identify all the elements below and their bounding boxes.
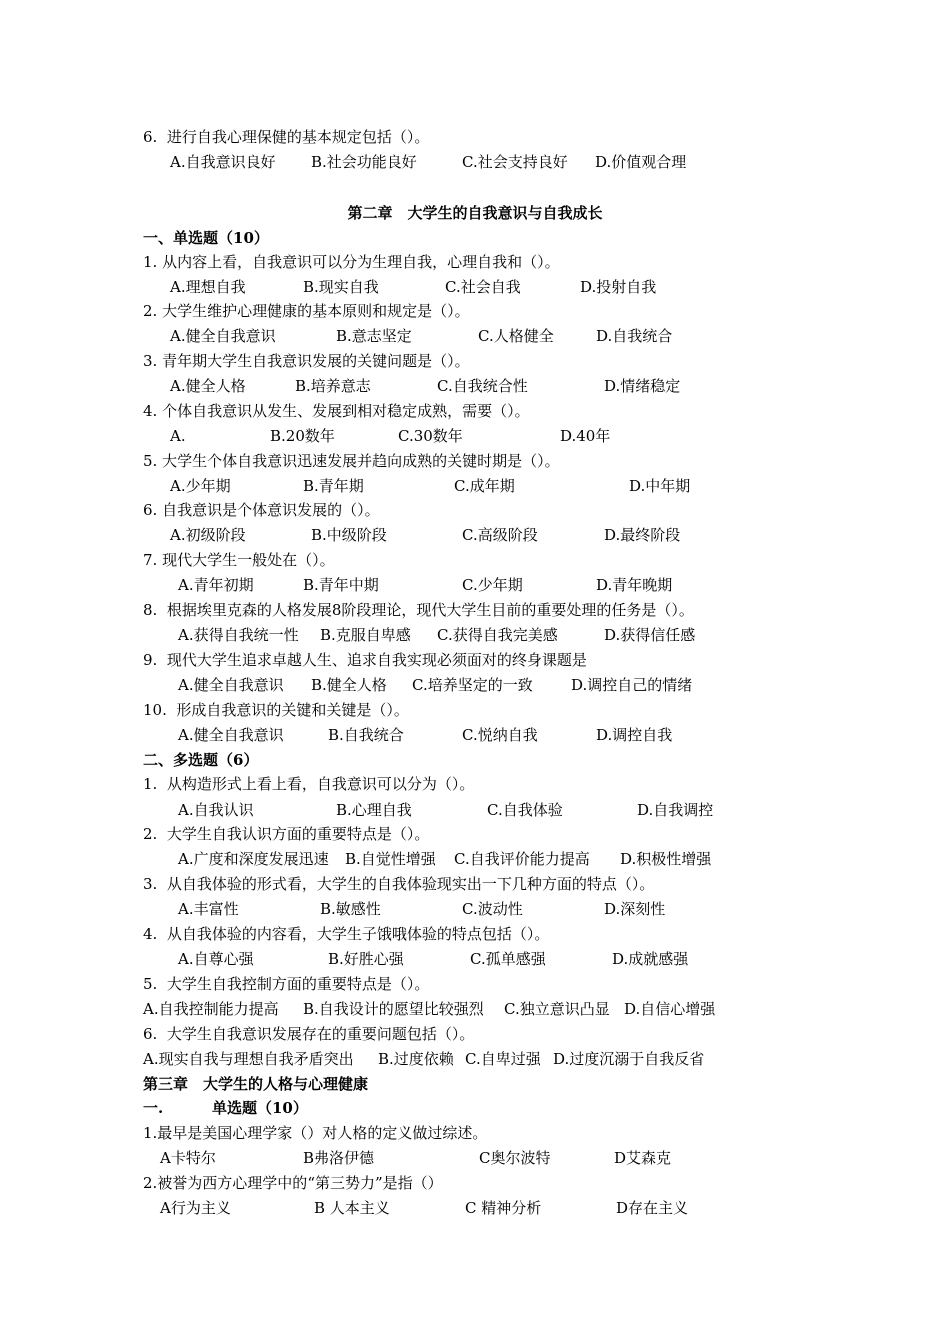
option-a: A.健全自我意识 [178,726,284,744]
chapter-title: 第二章 大学生的自我意识与自我成长 [347,204,603,222]
option-b: B.自觉性增强 [345,850,436,868]
option-d: D.情绪稳定 [604,377,681,395]
question-text: 4. 从自我体验的内容看，大学生子饿哦体验的特点包括（）。 [143,925,550,943]
option-d: D艾森克 [614,1149,672,1167]
section-heading: 单选题（10） [212,1099,308,1117]
question-text: 3. 青年期大学生自我意识发展的关键问题是（）。 [143,352,470,370]
option-c: C.30数年 [398,427,463,445]
option-c: C.成年期 [454,477,515,495]
option-d: D.调控自己的情绪 [571,676,693,694]
option-d: D.获得信任感 [604,626,696,644]
option-b: B.自我设计的愿望比较强烈 [303,1000,484,1018]
option-d: D.40年 [560,427,611,445]
option-a: A.青年初期 [178,576,254,594]
option-b: B.敏感性 [320,900,381,918]
option-b: B.自我统合 [328,726,404,744]
question-text: 3. 从自我体验的形式看，大学生的自我体验现实出一下几种方面的特点（）。 [143,875,655,893]
option-c: C.波动性 [462,900,523,918]
option-c: C.获得自我完美感 [437,626,558,644]
question-text: 6. 进行自我心理保健的基本规定包括（）。 [143,128,430,146]
question-text: 2.被誉为西方心理学中的“第三势力”是指（） [143,1174,443,1192]
question-text: 5. 大学生个体自我意识迅速发展并趋向成熟的关键时期是（）。 [143,452,560,470]
option-a: A.现实自我与理想自我矛盾突出 [143,1050,354,1068]
option-c: C.孤单感强 [470,950,546,968]
option-b: B.过度依赖 [378,1050,454,1068]
option-d: D.调控自我 [596,726,673,744]
section-heading: 二、多选题（6） [143,751,259,769]
option-b: B.青年期 [303,477,364,495]
option-c: C.少年期 [462,576,523,594]
chapter-title: 第三章 大学生的人格与心理健康 [143,1075,369,1093]
option-c: C.自卑过强 [465,1050,541,1068]
option-c: C.社会支持良好 [462,153,568,171]
option-b: B.社会功能良好 [311,153,417,171]
option-d: D.成就感强 [612,950,689,968]
question-text: 7. 现代大学生一般处在（）。 [143,551,335,569]
option-c: C.独立意识凸显 [504,1000,610,1018]
option-b: B.现实自我 [303,278,379,296]
option-b: B.意志坚定 [336,327,412,345]
option-c: C.悦纳自我 [462,726,538,744]
question-text: 8. 根据埃里克森的人格发展8阶段理论，现代大学生目前的重要处理的任务是（）。 [143,601,694,619]
option-c: C.自我评价能力提高 [454,850,590,868]
option-a: A卡特尔 [160,1149,216,1167]
option-d: D.青年晚期 [596,576,673,594]
question-text: 6. 大学生自我意识发展存在的重要问题包括（）。 [143,1025,475,1043]
option-b: B.健全人格 [311,676,387,694]
option-b: B 人本主义 [314,1199,390,1217]
option-d: D.自我统合 [596,327,673,345]
question-text: 1.最早是美国心理学家（）对人格的定义做过综述。 [143,1124,488,1142]
option-d: D.价值观合理 [595,153,687,171]
option-d: D.自信心增强 [624,1000,716,1018]
option-b: B.心理自我 [336,801,412,819]
option-a: A.获得自我统一性 [178,626,299,644]
option-c: C 精神分析 [465,1199,542,1217]
option-d: D.深刻性 [604,900,666,918]
option-a: A.广度和深度发展迅速 [178,850,329,868]
option-b: B.好胜心强 [328,950,404,968]
option-b: B弗洛伊德 [303,1149,375,1167]
question-text: 6. 自我意识是个体意识发展的（）。 [143,501,380,519]
option-a: A.少年期 [170,477,231,495]
option-d: D.投射自我 [580,278,657,296]
option-a: A.健全自我意识 [170,327,276,345]
option-c: C.自我统合性 [437,377,528,395]
option-b: B.青年中期 [303,576,379,594]
option-a: A.丰富性 [178,900,239,918]
option-a: A.初级阶段 [170,526,246,544]
option-b: B.20数年 [270,427,335,445]
option-a: A.自我认识 [178,801,254,819]
option-a: A.自我控制能力提高 [143,1000,279,1018]
option-c: C.高级阶段 [462,526,538,544]
option-d: D.最终阶段 [604,526,681,544]
option-a: A.理想自我 [170,278,246,296]
option-a: A行为主义 [160,1199,231,1217]
section-number: 一. [143,1099,164,1117]
option-a: A.健全人格 [170,377,246,395]
option-c: C.培养坚定的一致 [412,676,533,694]
option-b: B.培养意志 [295,377,371,395]
option-d: D.过度沉溺于自我反省 [553,1050,705,1068]
question-text: 2. 大学生维护心理健康的基本原则和规定是（）。 [143,302,470,320]
question-text: 1. 从内容上看，自我意识可以分为生理自我，心理自我和（）。 [143,253,560,271]
question-text: 1. 从构造形式上看上看，自我意识可以分为（）。 [143,775,475,793]
option-c: C.自我体验 [487,801,563,819]
option-d: D.积极性增强 [620,850,712,868]
question-text: 9. 现代大学生追求卓越人生、追求自我实现必须面对的终身课题是 [143,651,587,669]
option-a: A.自尊心强 [178,950,254,968]
option-a: A.健全自我意识 [178,676,284,694]
option-c: C.人格健全 [478,327,554,345]
question-text: 4. 个体自我意识从发生、发展到相对稳定成熟，需要（）。 [143,402,530,420]
question-text: 2. 大学生自我认识方面的重要特点是（）。 [143,825,430,843]
option-a: A. [170,427,186,445]
option-d: D.中年期 [629,477,691,495]
option-b: B.克服自卑感 [320,626,411,644]
option-d: D存在主义 [616,1199,689,1217]
option-c: C.社会自我 [445,278,521,296]
section-heading: 一、单选题（10） [143,229,269,247]
option-c: C奥尔波特 [479,1149,551,1167]
option-d: D.自我调控 [637,801,714,819]
option-a: A.自我意识良好 [170,153,276,171]
question-text: 10. 形成自我意识的关键和关键是（）。 [143,701,409,719]
question-text: 5. 大学生自我控制方面的重要特点是（）。 [143,975,430,993]
option-b: B.中级阶段 [311,526,387,544]
